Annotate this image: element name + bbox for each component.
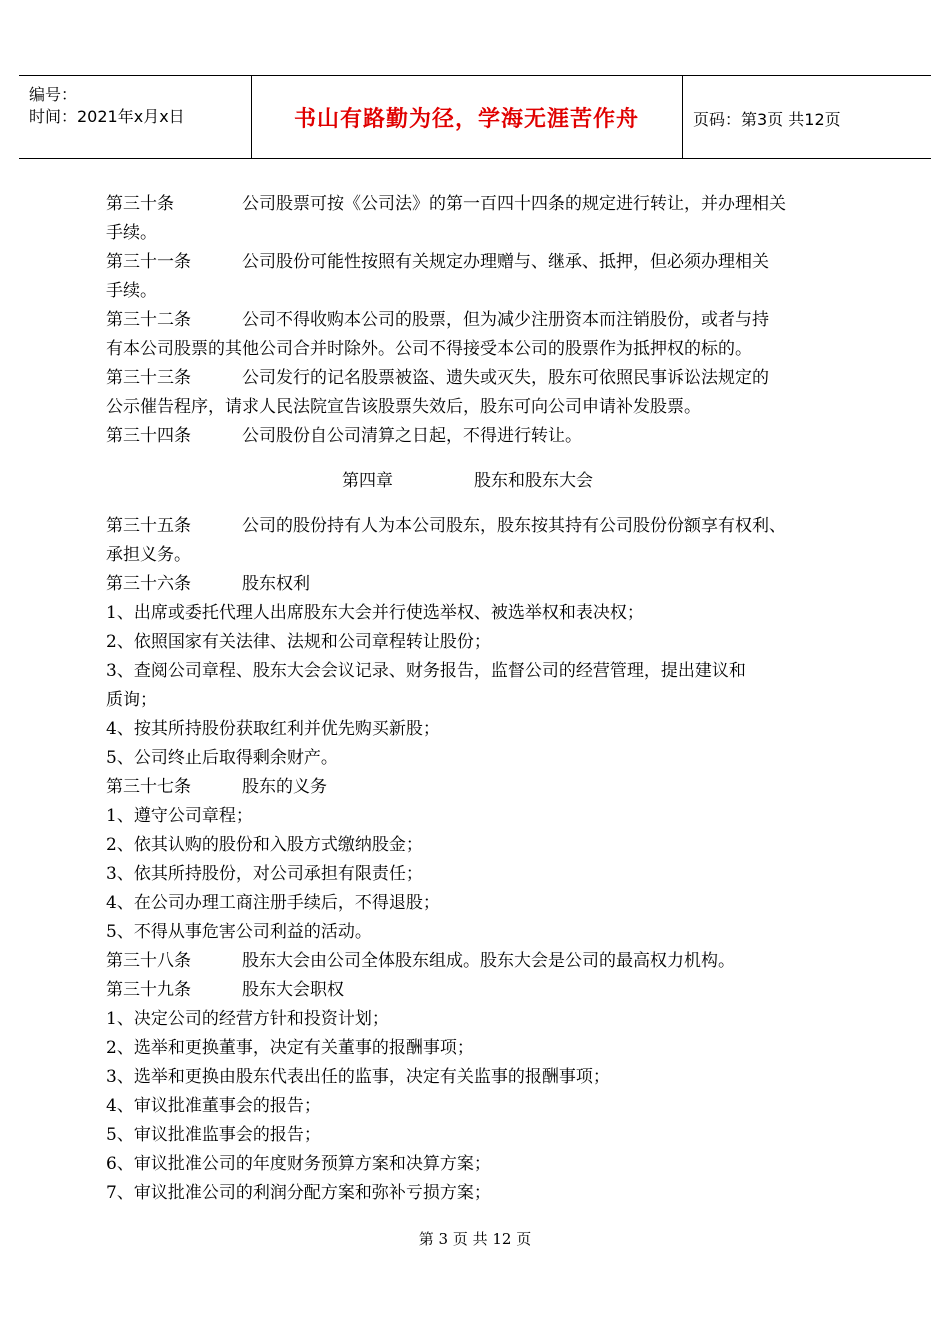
article-title: 股东大会职权: [242, 980, 344, 1000]
article-number: 第三十条: [106, 194, 174, 214]
list-item: 3、查阅公司章程、股东大会会议记录、财务报告，监督公司的经营管理，提出建议和: [106, 661, 746, 681]
article-text: 公司发行的记名股票被盗、遗失或灭失，股东可依照民事诉讼法规定的: [242, 368, 769, 388]
list-item: 4、按其所持股份获取红利并优先购买新股；: [106, 719, 440, 739]
article-number: 第三十九条: [106, 980, 191, 1000]
article-text-continued: 有本公司股票的其他公司合并时除外。公司不得接受本公司的股票作为抵押权的标的。: [106, 339, 752, 359]
list-item: 3、选举和更换由股东代表出任的监事，决定有关监事的报酬事项；: [106, 1067, 610, 1087]
header-page-info: 页码：第3页 共12页: [693, 110, 841, 129]
time-label: 时间：2021年x月x日: [29, 107, 185, 126]
article-37: [106, 773, 866, 802]
article-number: 第三十一条: [106, 252, 191, 272]
number-label: 编号：: [29, 85, 78, 104]
article-30: [106, 190, 866, 219]
list-item: 3、依其所持股份，对公司承担有限责任；: [106, 864, 423, 884]
article-number: 第三十二条: [106, 310, 191, 330]
article-34: [106, 422, 866, 451]
article-31: [106, 248, 866, 277]
article-number: 第三十三条: [106, 368, 191, 388]
article-text-continued: 手续。: [106, 281, 157, 301]
article-number: 第三十七条: [106, 777, 191, 797]
chapter-title: 股东和股东大会: [474, 471, 593, 491]
chapter-heading: [106, 467, 866, 496]
article-number: 第三十八条: [106, 951, 191, 971]
list-item: 4、审议批准董事会的报告；: [106, 1096, 321, 1116]
list-item: 5、不得从事危害公司利益的活动。: [106, 922, 372, 942]
article-text: 公司股份自公司清算之日起，不得进行转让。: [242, 426, 582, 446]
article-38: [106, 947, 866, 976]
list-item: 5、公司终止后取得剩余财产。: [106, 748, 338, 768]
document-header: [19, 75, 931, 159]
article-36: [106, 570, 866, 599]
list-item: 5、审议批准监事会的报告；: [106, 1125, 321, 1145]
document-body: [106, 190, 866, 1208]
list-item: 1、出席或委托代理人出席股东大会并行使选举权、被选举权和表决权；: [106, 603, 644, 623]
article-title: 股东的义务: [242, 777, 327, 797]
article-title: 股东权利: [242, 574, 310, 594]
header-meta: [29, 84, 185, 128]
list-item: 2、依照国家有关法律、法规和公司章程转让股份；: [106, 632, 491, 652]
list-item: 4、在公司办理工商注册手续后，不得退股；: [106, 893, 440, 913]
article-number: 第三十四条: [106, 426, 191, 446]
article-39: [106, 976, 866, 1005]
list-item: 6、审议批准公司的年度财务预算方案和决算方案；: [106, 1154, 491, 1174]
article-text: 股东大会由公司全体股东组成。股东大会是公司的最高权力机构。: [242, 951, 735, 971]
article-32: [106, 306, 866, 335]
article-text: 公司股份可能性按照有关规定办理赠与、继承、抵押，但必须办理相关: [242, 252, 769, 272]
article-text-continued: 公示催告程序，请求人民法院宣告该股票失效后，股东可向公司申请补发股票。: [106, 397, 701, 417]
list-item: 质询；: [106, 690, 157, 710]
article-text-continued: 手续。: [106, 223, 157, 243]
article-33: [106, 364, 866, 393]
list-item: 2、依其认购的股份和入股方式缴纳股金；: [106, 835, 423, 855]
article-text: 公司股票可按《公司法》的第一百四十四条的规定进行转让，并办理相关: [242, 194, 786, 214]
page-footer: 第 3 页 共 12 页: [418, 1230, 532, 1248]
header-divider: [682, 76, 683, 158]
article-number: 第三十六条: [106, 574, 191, 594]
article-text-continued: 承担义务。: [106, 545, 191, 565]
chapter-number: 第四章: [342, 471, 393, 491]
list-item: 1、遵守公司章程；: [106, 806, 253, 826]
article-text: 公司的股份持有人为本公司股东，股东按其持有公司股份份额享有权利、: [242, 516, 786, 536]
article-number: 第三十五条: [106, 516, 191, 536]
header-motto: 书山有路勤为径，学海无涯苦作舟: [293, 107, 639, 132]
list-item: 7、审议批准公司的利润分配方案和弥补亏损方案；: [106, 1183, 491, 1203]
article-text: 公司不得收购本公司的股票，但为减少注册资本而注销股份，或者与持: [242, 310, 769, 330]
list-item: 2、选举和更换董事，决定有关董事的报酬事项；: [106, 1038, 474, 1058]
list-item: 1、决定公司的经营方针和投资计划；: [106, 1009, 389, 1029]
article-35: [106, 512, 866, 541]
